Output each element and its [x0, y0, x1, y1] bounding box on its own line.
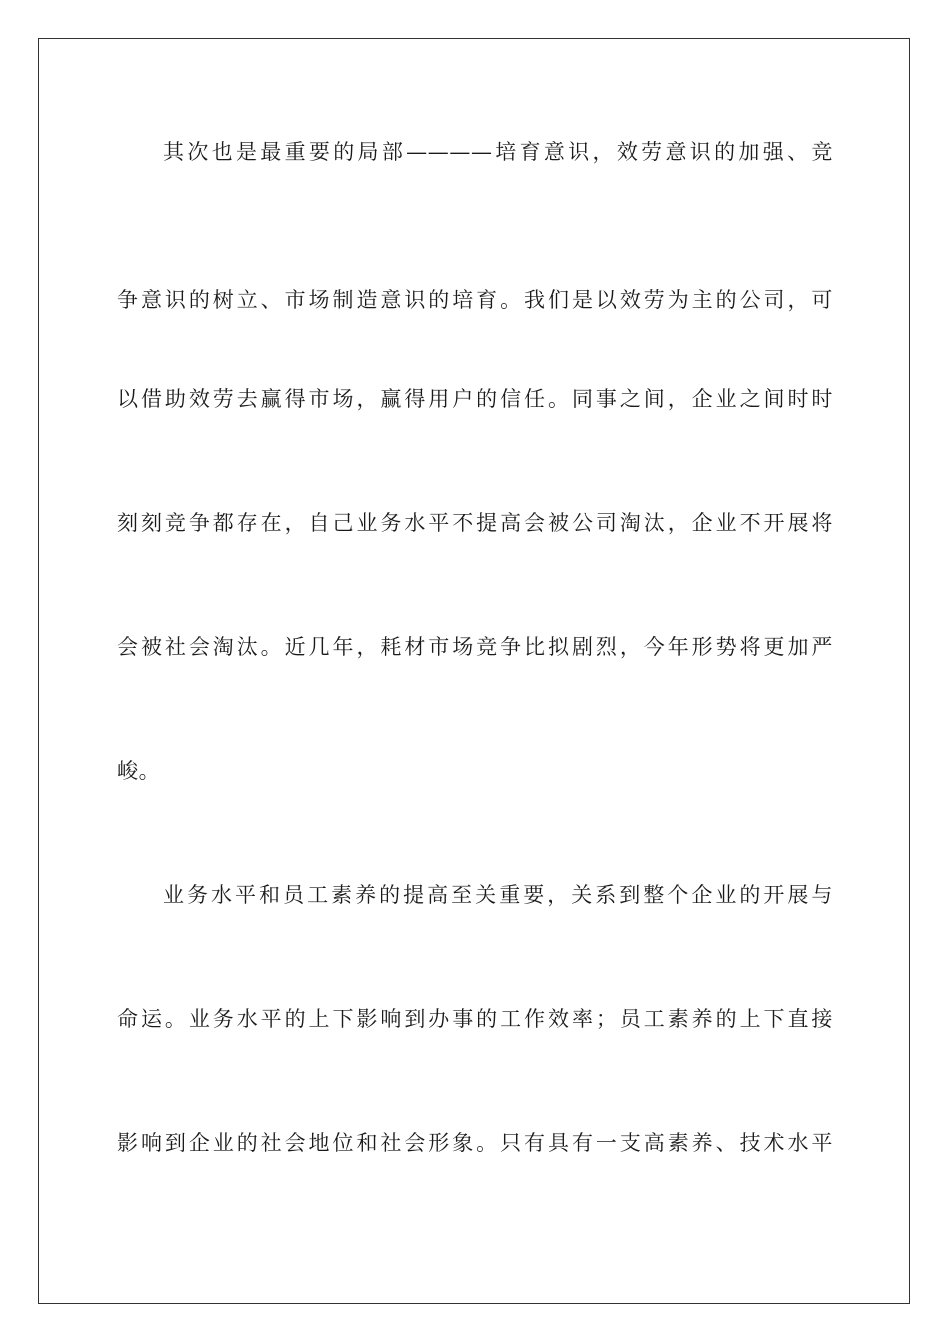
- paragraph-2-line-3: 影响到企业的社会地位和社会形象。只有具有一支高素养、技术水平: [117, 1131, 833, 1155]
- page-border: [38, 38, 910, 1304]
- paragraph-2-line-1: 业务水平和员工素养的提高至关重要，关系到整个企业的开展与: [163, 883, 833, 907]
- paragraph-1-line-1: 其次也是最重要的局部————培育意识，效劳意识的加强、竞: [163, 140, 833, 164]
- paragraph-1-line-5: 会被社会淘汰。近几年，耗材市场竞争比拟剧烈，今年形势将更加严: [117, 635, 833, 659]
- paragraph-1-line-3: 以借助效劳去赢得市场，赢得用户的信任。同事之间，企业之间时时: [117, 387, 833, 411]
- paragraph-2-line-2: 命运。业务水平的上下影响到办事的工作效率；员工素养的上下直接: [117, 1007, 833, 1031]
- paragraph-1-line-2: 争意识的树立、市场制造意识的培育。我们是以效劳为主的公司，可: [117, 288, 833, 312]
- paragraph-1-line-4: 刻刻竞争都存在，自己业务水平不提高会被公司淘汰，企业不开展将: [117, 511, 833, 535]
- paragraph-1-line-6: 峻。: [117, 759, 161, 783]
